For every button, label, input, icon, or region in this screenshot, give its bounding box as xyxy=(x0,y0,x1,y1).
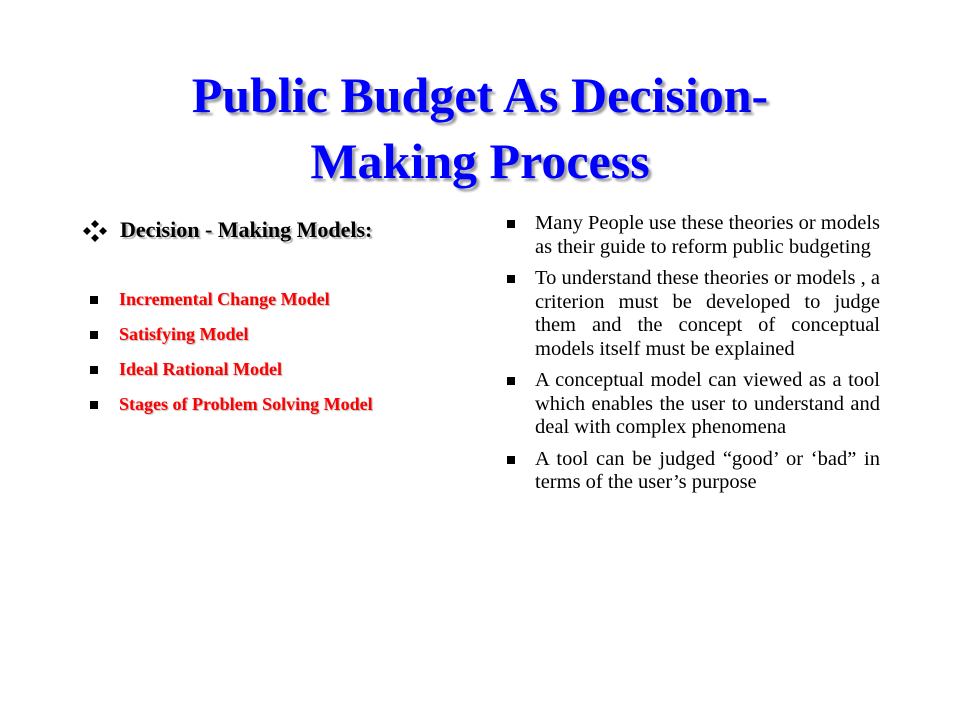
model-label: Ideal Rational Model xyxy=(119,359,283,379)
models-column xyxy=(80,213,480,414)
model-label: Incremental Change Model xyxy=(119,289,330,309)
explanation-item xyxy=(497,448,880,495)
square-bullet-icon xyxy=(507,377,515,385)
slide-title xyxy=(100,62,860,194)
explanation-item xyxy=(497,212,880,259)
explanation-item xyxy=(497,267,880,361)
model-label: Stages of Problem Solving Model xyxy=(119,394,373,414)
explanation-text: A conceptual model can viewed as a tool which enables the user to understand and deal with complex phenomena xyxy=(535,369,880,438)
square-bullet-icon xyxy=(90,401,98,409)
square-bullet-icon xyxy=(507,220,515,228)
explanation-item xyxy=(497,369,880,440)
square-bullet-icon xyxy=(90,331,98,339)
four-diamond-bullet-icon xyxy=(80,219,110,243)
square-bullet-icon xyxy=(507,456,515,464)
explanation-text: To understand these theories or models , a criterion must be developed to judge them and the concept of conceptual models itself must be explained xyxy=(535,267,880,360)
models-heading-row xyxy=(80,213,480,253)
title-line-1: Public Budget As Decision- xyxy=(191,67,769,123)
explanation-list xyxy=(497,212,880,495)
models-heading: Decision - Making Models: xyxy=(120,217,373,242)
explanation-column xyxy=(497,212,880,503)
explanation-text: A tool can be judged “good’ or ‘bad” in terms of the user’s purpose xyxy=(535,447,880,493)
explanation-text: Many People use these theories or models as their guide to reform public budgeting xyxy=(535,212,881,258)
square-bullet-icon xyxy=(507,275,515,283)
title-line-2: Making Process xyxy=(310,133,650,189)
model-label: Satisfying Model xyxy=(119,324,249,344)
square-bullet-icon xyxy=(90,366,98,374)
square-bullet-icon xyxy=(90,296,98,304)
